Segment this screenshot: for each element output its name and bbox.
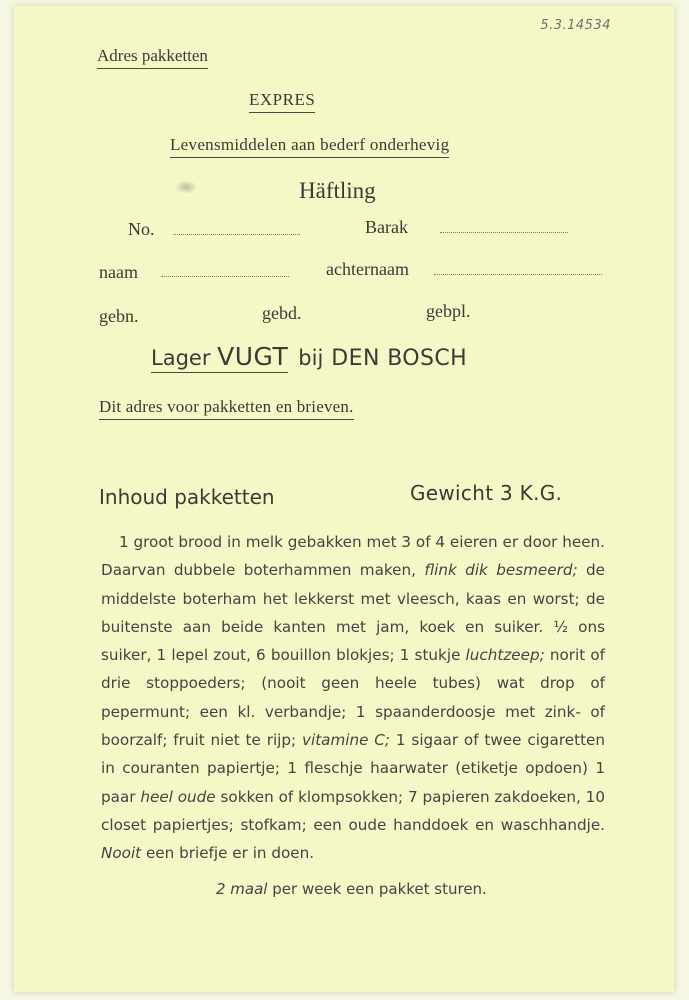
contents-text-5: sokken of klompsokken; 7 papieren zakdoeken, 10 closet papiertjes; stofkam; een oude handdoek en waschhandje. bbox=[101, 787, 606, 834]
contents-heading: Inhoud pakketten bbox=[99, 485, 275, 509]
ink-smudge bbox=[175, 180, 197, 194]
contents-italic-4: heel oude bbox=[140, 787, 216, 806]
no-field-line bbox=[173, 234, 300, 235]
camp-name: VUGT bbox=[217, 342, 289, 371]
prisoner-title: Häftling bbox=[299, 178, 376, 203]
frequency-italic: 2 maal bbox=[216, 880, 268, 898]
camp-city: DEN BOSCH bbox=[331, 346, 468, 371]
contents-italic-1: flink dik besmeerd; bbox=[424, 561, 578, 580]
camp-prefix: Lager bbox=[151, 346, 211, 370]
naam-label: naam bbox=[99, 262, 138, 282]
gebd-label: gebd. bbox=[262, 303, 302, 323]
naam-field-line bbox=[161, 276, 289, 277]
camp-prefix-and-name bbox=[151, 342, 289, 373]
barak-label: Barak bbox=[365, 217, 408, 237]
camp-middle: bij bbox=[298, 346, 324, 370]
contents-text-3: norit of drie stoppoeders; (nooit geen heele tubes) wat drop of pepermunt; een kl. verbandje; 1 spaanderdoosje met zink- of boorzalf; fruit niet te rijp; bbox=[101, 646, 605, 750]
weight-label: Gewicht 3 K.G. bbox=[410, 481, 563, 505]
contents-text-2: de middelste boterham het lekkerst met vleesch, kaas en worst; de buitenste aan beide kanten met jam, koek en suiker. ½ ons suiker, 1 lepel zout, 6 bouillon blokjes; 1 stukje bbox=[101, 561, 605, 665]
express-label: EXPRES bbox=[249, 90, 315, 113]
frequency-rest: per week een pakket sturen. bbox=[267, 880, 487, 898]
no-label: No. bbox=[128, 219, 155, 239]
contents-text-6: een briefje er in doen. bbox=[141, 844, 315, 863]
archive-number: 5.3.14534 bbox=[540, 18, 611, 33]
frequency-line bbox=[216, 880, 487, 898]
achternaam-field-line bbox=[434, 274, 602, 275]
contents-text-1: 1 groot brood in melk gebakken met 3 of 4 eieren er door heen. Daarvan dubbele boterhammen maken, bbox=[101, 533, 605, 580]
gebn-label: gebn. bbox=[99, 306, 139, 326]
perishable-note: Levensmiddelen aan bederf onderhevig bbox=[170, 135, 449, 158]
contents-italic-2: luchtzeep; bbox=[465, 646, 545, 665]
barak-field-line bbox=[440, 232, 568, 233]
achternaam-label: achternaam bbox=[326, 259, 409, 279]
gebpl-label: gebpl. bbox=[426, 301, 471, 321]
contents-paragraph bbox=[101, 528, 605, 868]
address-label: Adres pakketten bbox=[97, 46, 208, 69]
contents-italic-3: vitamine C; bbox=[302, 731, 391, 750]
camp-address bbox=[151, 342, 467, 371]
contents-text-4: 1 sigaar of twee cigaretten in couranten papiertje; 1 fleschje haarwater (etiketje opdoen) 1 paar bbox=[101, 731, 605, 806]
contents-italic-5: Nooit bbox=[101, 844, 142, 863]
address-note: Dit adres voor pakketten en brieven. bbox=[99, 397, 354, 420]
